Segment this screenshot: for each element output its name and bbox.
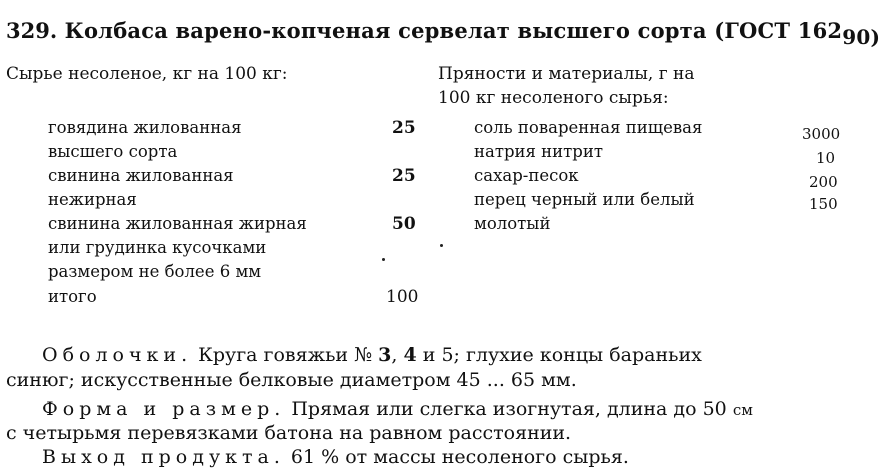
spice-item-name: молотый [474, 214, 551, 233]
raw-item-name: итого [48, 287, 97, 306]
shape-unit: см [732, 401, 753, 419]
casings-text: Круга говяжьи № [192, 344, 379, 366]
shape-paragraph [42, 397, 753, 422]
casings-bold-number: 4 [403, 344, 417, 366]
casings-bold-number: 3 [378, 344, 392, 366]
recipe-title [6, 18, 880, 49]
raw-item-name: нежирная [48, 190, 137, 209]
raw-item-name: говядина жилованная [48, 118, 242, 137]
spice-item-name: соль поваренная пищевая [474, 118, 703, 137]
spice-item-value: 150 [809, 195, 838, 213]
spices-heading-line: 100 кг несоленого сырья: [438, 88, 669, 108]
shape-label: Форма и размер. [42, 398, 286, 420]
spice-item-name: перец черный или белый [474, 190, 695, 209]
shape-line-2: с четырьмя перевязками батона на равном расстоянии. [6, 422, 572, 444]
casings-label: Оболочки. [42, 344, 193, 366]
raw-item-value: 25 [392, 166, 416, 186]
casings-paragraph [42, 343, 702, 367]
casings-text: и 5; глухие концы бараньих [416, 344, 702, 366]
recipe-number: 329. [6, 18, 58, 43]
spices-heading [438, 62, 694, 110]
raw-materials-heading: Сырье несоленое, кг на 100 кг: [6, 64, 288, 84]
raw-item-name: или грудинка кусочками [48, 238, 267, 257]
raw-item-name: высшего сорта [48, 142, 178, 161]
casings-line-2: синюг; искусственные белковые диаметром 45 ... 65 мм. [6, 369, 577, 391]
raw-item-value: 25 [392, 118, 416, 138]
recipe-title-text: Колбаса варено-копченая сервелат высшего сорта (ГОСТ 162 [64, 18, 843, 43]
spice-item-value: 3000 [802, 125, 841, 143]
spice-item-name: натрия нитрит [474, 142, 603, 161]
spice-item-name: сахар-песок [474, 166, 579, 185]
spices-heading-line: Пряности и материалы, г на [438, 64, 695, 84]
recipe-title-tail: 90) [842, 25, 880, 49]
yield-paragraph [42, 445, 629, 469]
spice-item-value: 10 [816, 149, 836, 167]
spice-item-value: 200 [809, 173, 838, 191]
shape-text: Прямая или слегка изогнутая, длина до 50 [285, 398, 733, 420]
raw-item-value: 50 [392, 214, 416, 234]
raw-item-name: размером не более 6 мм [48, 262, 262, 281]
yield-label: Выход продукта. [42, 446, 285, 468]
print-speck [440, 244, 443, 247]
yield-text: 61 % от массы несоленого сырья. [284, 446, 629, 468]
raw-item-name: свинина жилованная [48, 166, 234, 185]
print-speck [382, 258, 385, 261]
raw-item-name: свинина жилованная жирная [48, 214, 307, 233]
raw-item-value: 100 [386, 287, 419, 307]
casings-text: , [391, 344, 404, 366]
